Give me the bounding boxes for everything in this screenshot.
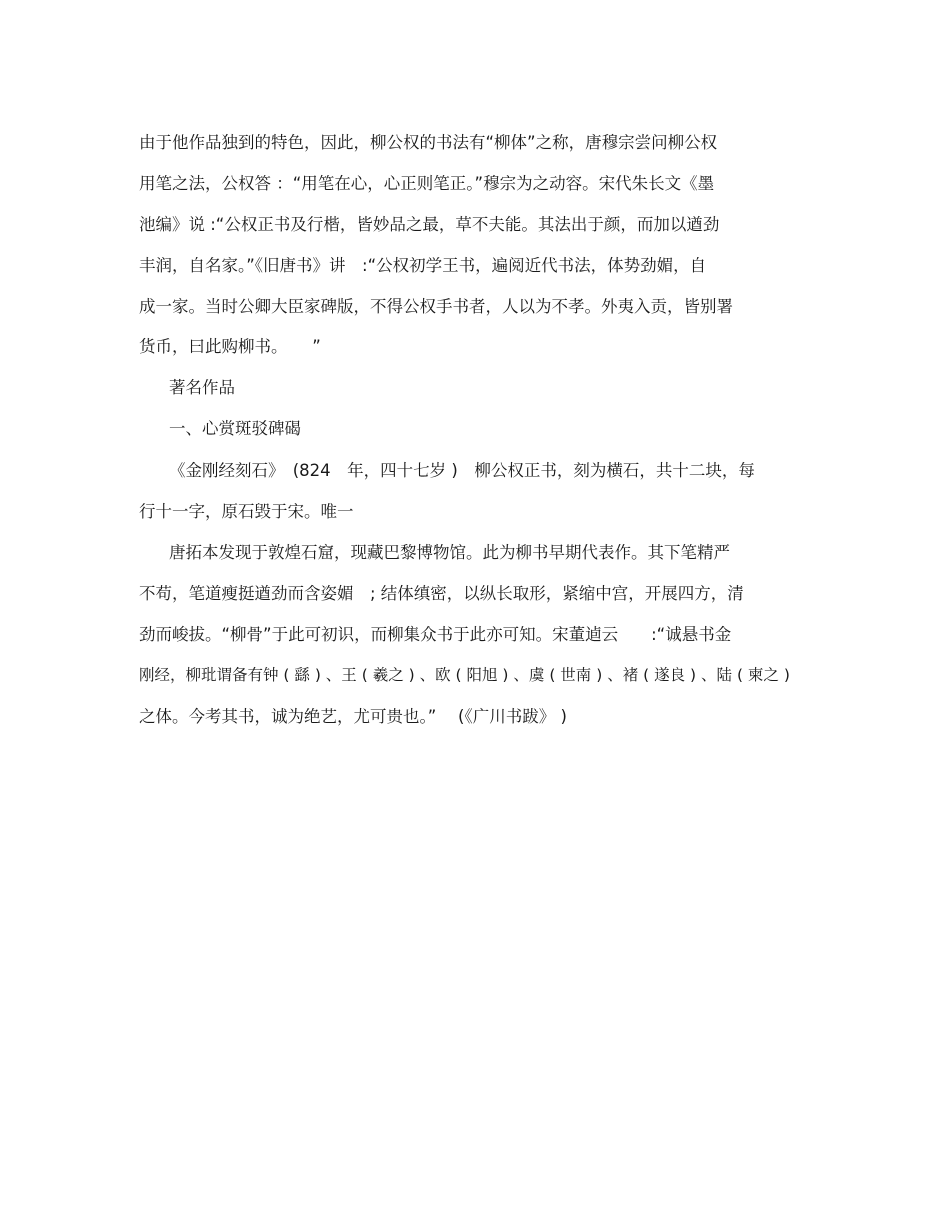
text-line: 《金刚经刻石》 (824 年，四十七岁 ) 柳公权正书，刻为横石，共十二块，每 <box>169 461 755 480</box>
text-line: 由于他作品独到的特色，因此，柳公权的书法有“柳体”之称，唐穆宗尝问柳公权 <box>139 133 718 152</box>
text-line: 劲而峻拔。“柳骨”于此可初识，而柳集众书于此亦可知。宋董逌云 :“诚悬书金 <box>139 625 732 644</box>
text-line: 行十一字，原石毁于宋。唯一 <box>139 502 354 521</box>
text-line: 池编》说 :“公权正书及行楷，皆妙品之最，草不夫能。其法出于颜，而加以遒劲 <box>139 215 720 234</box>
text-line: 之体。今考其书，诚为绝艺，尤可贵也。” (《广川书跋》 ) <box>139 707 567 726</box>
subsection-heading: 一、心赏斑驳碑碣 <box>169 419 301 438</box>
text-line: 用笔之法，公权答 ：“用笔在心，心正则笔正。”穆宗为之动容。宋代朱长文《墨 <box>139 174 715 193</box>
text-line: 刚经，柳玭谓备有钟 ( 繇 ) 、王 ( 羲之 ) 、欧 ( 阳旭 ) 、虞 ( 世南 ) 、褚 ( 遂良 ) 、陆 ( 柬之 ) <box>139 666 790 684</box>
text-line: 不苟，笔道瘦挺遒劲而含姿媚 ; 结体缜密，以纵长取形，紧缩中宫，开展四方，清 <box>139 584 744 603</box>
text-line: 货币，曰此购柳书。 ” <box>139 337 321 356</box>
text-line: 唐拓本发现于敦煌石窟，现藏巴黎博物馆。此为柳书早期代表作。其下笔精严 <box>169 543 730 562</box>
section-heading: 著名作品 <box>169 378 235 397</box>
text-line: 成一家。当时公卿大臣家碑版，不得公权手书者，人以为不孝。外夷入贡，皆别署 <box>139 297 733 316</box>
text-line: 丰润，自名家。”《旧唐书》讲 :“公权初学王书，遍阅近代书法，体势劲媚，自 <box>139 256 707 275</box>
